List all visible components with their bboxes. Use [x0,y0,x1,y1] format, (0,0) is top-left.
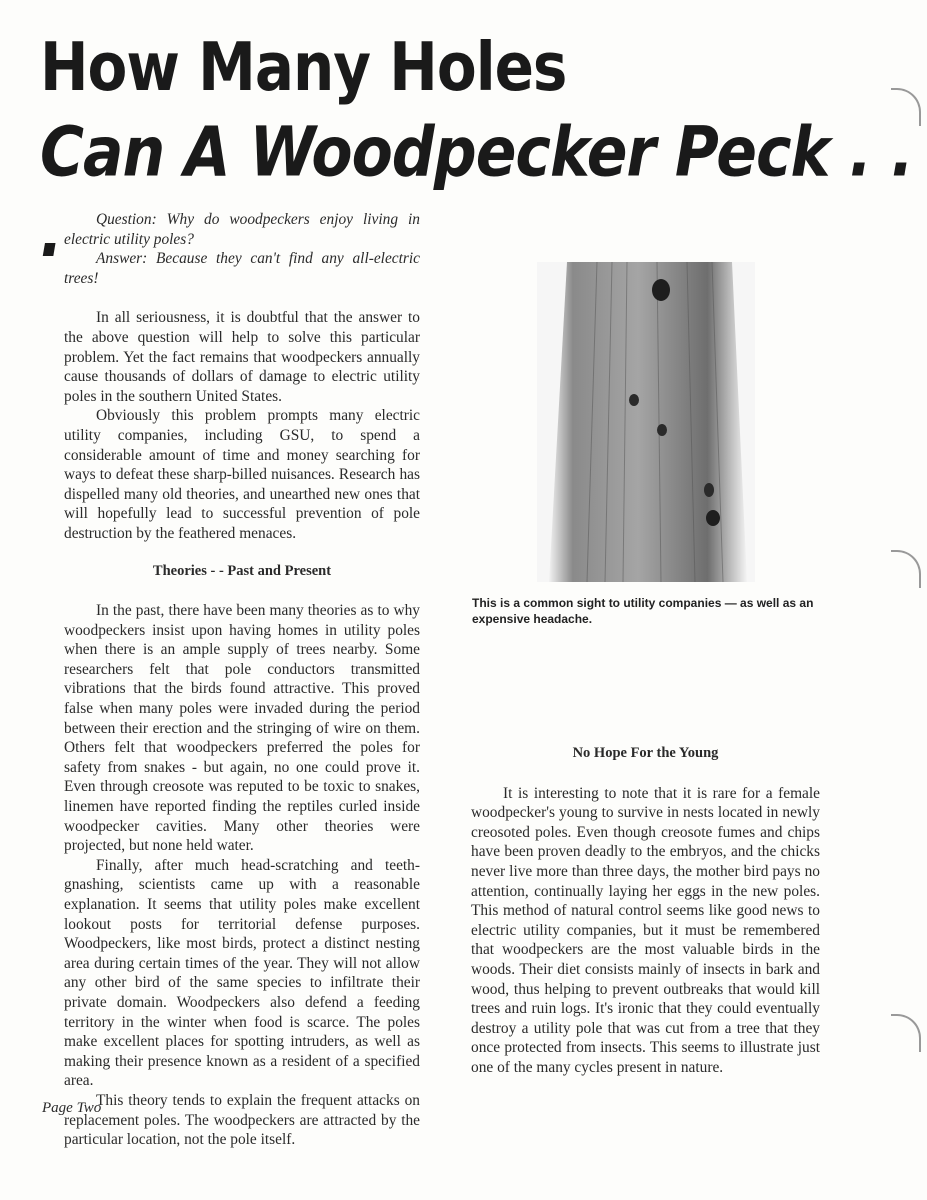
photo-caption: This is a common sight to utility companies — as well as an expensive headache. [472,596,814,626]
paragraph: This theory tends to explain the frequent attacks on replacement poles. The woodpeckers are attracted by the particular location, not the pole itself. [64,1091,420,1149]
paragraph: Finally, after much head-scratching and teeth-gnashing, scientists came up with a reasonable explanation. It seems that utility poles make excellent lookout posts for territorial defense purposes. Woodpeckers, like most birds, protect a distinct nesting area during certain times of the year. They will not allow any other bird of the same species to infiltrate their private domain. Woodpeckers also defend a feeding territory in the winter when food is scarce. The poles make excellent places for spotting intruders, as well as making their presence known as a resident of a specified area. [64,856,420,1090]
page-number: Page Two [42,1100,102,1116]
paragraph: It is interesting to note that it is rare for a female woodpecker's young to survive in nests located in newly creosoted poles. Even though creosote fumes and chips have been proven deadly to the embryos, and the chicks never live more than three days, the mother bird pays no attention, continually laying her eggs in the new poles. This method of natural control seems like good news to electric utility companies, but it must be remembered that woodpeckers are the most valuable birds in the woods. Their diet consists mainly of insects in bark and wood, thus helping to prevent outbreaks that would kill trees and ruin logs. It's ironic that they could eventually destroy a utility pole that was cut from a tree that they once protected from insects. This seems to illustrate just one of the many cycles present in nature. [471,784,820,1076]
answer-text: Answer: Because they can't find any all-electric trees! [64,250,420,287]
question-text: Question: Why do woodpeckers enjoy living in electric utility poles? [64,211,420,248]
utility-pole-photo [537,262,755,582]
title-line-1: How Many Holes [40,28,567,107]
punch-hole-mark [891,550,921,588]
punch-hole-mark [891,88,921,126]
paragraph: Obviously this problem prompts many electric utility companies, including GSU, to spend a considerable amount of time and money searching for ways to defeat these sharp-billed nuisances. Research has dispelled many old theories, and unearthed new ones that will hopefully lead to successful prevention of pole destruction by the feathered menaces. [64,407,420,542]
right-column [471,736,820,1078]
title-line-2: Can A Woodpecker Peck . . . [40,112,913,273]
section-heading-young: No Hope For the Young [572,745,719,761]
section-heading-theories: Theories - - Past and Present [152,562,332,579]
paragraph: In all seriousness, it is doubtful that the answer to the above question will help to solve this particular problem. Yet the fact remains that woodpeckers annually cause thousands of dollars of damage to electric utility poles in the southern United States. [64,309,420,405]
punch-hole-mark [891,1014,921,1052]
paragraph: In the past, there have been many theories as to why woodpeckers insist upon having homes in utility poles when there is an ample supply of trees nearby. Some researchers felt that pole conductors transmitted vibrations that the birds found attractive. This proved false when many poles were invaded during the period between their erection and the stringing of wire on them. Others felt that woodpeckers preferred the poles for safety from snakes - but again, no one could prove it. Even through creosote was reputed to be toxic to snakes, linemen have reported finding the reptiles curled inside woodpecker cavities. Many other theories were projected, but none held water. [64,602,420,855]
left-column [64,210,420,1150]
